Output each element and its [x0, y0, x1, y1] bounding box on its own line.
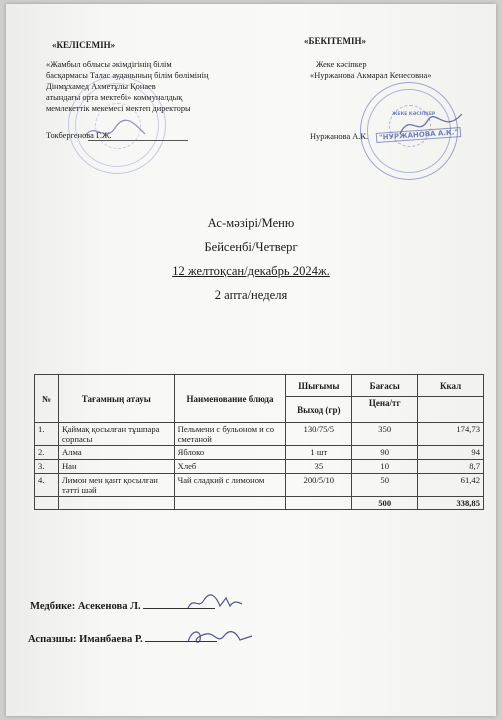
- approval-left-signer: Токбергенова Г.Ж.: [46, 131, 112, 140]
- cell-name-ru: Пельмени с бульоном и со сметаной: [174, 423, 286, 446]
- director-signature: [80, 116, 150, 146]
- header-num: №: [35, 375, 59, 423]
- stamp-subtitle: ЖЕКЕ КӘСІПКЕР: [392, 112, 436, 117]
- approval-left-line: «Жамбыл облысы әкімдігінің білім: [46, 60, 172, 69]
- cell-name-kz: Қаймақ қосылған тұшпара сорпасы: [58, 423, 174, 446]
- approval-left-line: Дінмұхамед Ахметұлы Қонаев: [46, 82, 156, 91]
- header-kcal: Ккал: [418, 375, 484, 397]
- nurse-signature: [184, 592, 244, 614]
- approval-right-title: «БЕКІТЕМІН»: [304, 36, 366, 46]
- table-row: [35, 460, 484, 474]
- cell-name-ru: Яблоко: [174, 446, 286, 460]
- approval-left-line: басқармасы Талас ауданының білім бөлімінің: [46, 71, 209, 80]
- cell-name-kz: Алма: [58, 446, 174, 460]
- cell-kcal: 8,7: [418, 460, 484, 474]
- cell-num: 1.: [35, 423, 59, 446]
- approval-left-title: «КЕЛІСЕМІН»: [52, 40, 116, 50]
- menu-table: [34, 374, 484, 510]
- header-output-kz: Шығымы: [286, 375, 352, 397]
- heading-weekday: Бейсенбі/Четверг: [204, 240, 298, 254]
- table-row: [35, 474, 484, 497]
- cell-kcal: 61,42: [418, 474, 484, 497]
- approval-left-line: мемлекеттік мекемесі мектеп директоры: [46, 104, 191, 113]
- total-price: 500: [352, 497, 418, 510]
- table-row: [35, 423, 484, 446]
- cell-num: 4.: [35, 474, 59, 497]
- heading-date: 12 желтоқсан/декабрь 2024ж.: [172, 264, 330, 278]
- header-output-ru: Выход (гр): [286, 397, 352, 423]
- entrepreneur-signature: [396, 104, 466, 144]
- nurse-label: Медбике: Асекенова Л.: [30, 601, 141, 612]
- cell-num: 3.: [35, 460, 59, 474]
- cell-name-kz: Лимон мен қант қосылған тәтті шәй: [58, 474, 174, 497]
- table-total-row: [35, 497, 484, 510]
- cell-name-kz: Нан: [58, 460, 174, 474]
- cook-signature: [184, 624, 256, 648]
- document-page: [6, 4, 496, 716]
- heading-menu: Ас-мәзірі/Меню: [207, 216, 295, 230]
- cell-output: 130/75/5: [286, 423, 352, 446]
- cell-name-ru: Чай сладкий с лимоном: [174, 474, 286, 497]
- approval-right-line: «Нуржанова Акмарал Кенесовна»: [310, 71, 432, 80]
- cell-output: 1 шт: [286, 446, 352, 460]
- cell-output: 200/5/10: [286, 474, 352, 497]
- approval-right-line: Жеке кәсіпкер: [316, 60, 367, 69]
- heading-week: 2 апта/неделя: [214, 288, 288, 302]
- header-empty: [418, 397, 484, 423]
- cell-price: 10: [352, 460, 418, 474]
- cell-kcal: 174,73: [418, 423, 484, 446]
- cook-label: Аспазшы: Иманбаева Р.: [28, 634, 143, 645]
- approval-right-signer: Нуржанова А.К.: [310, 132, 369, 141]
- table-row: [35, 446, 484, 460]
- cell-num: 2.: [35, 446, 59, 460]
- cell-name-ru: Хлеб: [174, 460, 286, 474]
- cell-kcal: 94: [418, 446, 484, 460]
- approval-left-line: атындағы орта мектебі» коммуналдық: [46, 93, 183, 102]
- total-kcal: 338,85: [418, 497, 484, 510]
- header-name-kz: Тағамның атауы: [58, 375, 174, 423]
- cell-price: 50: [352, 474, 418, 497]
- header-price-ru: Цена/тг: [352, 397, 418, 423]
- header-price-kz: Бағасы: [352, 375, 418, 397]
- cell-price: 90: [352, 446, 418, 460]
- stamp-name: "НУРЖАНОВА А.К.": [376, 127, 462, 143]
- menu-title: [6, 216, 496, 303]
- cell-output: 35: [286, 460, 352, 474]
- cell-price: 350: [352, 423, 418, 446]
- header-name-ru: Наименование блюда: [174, 375, 286, 423]
